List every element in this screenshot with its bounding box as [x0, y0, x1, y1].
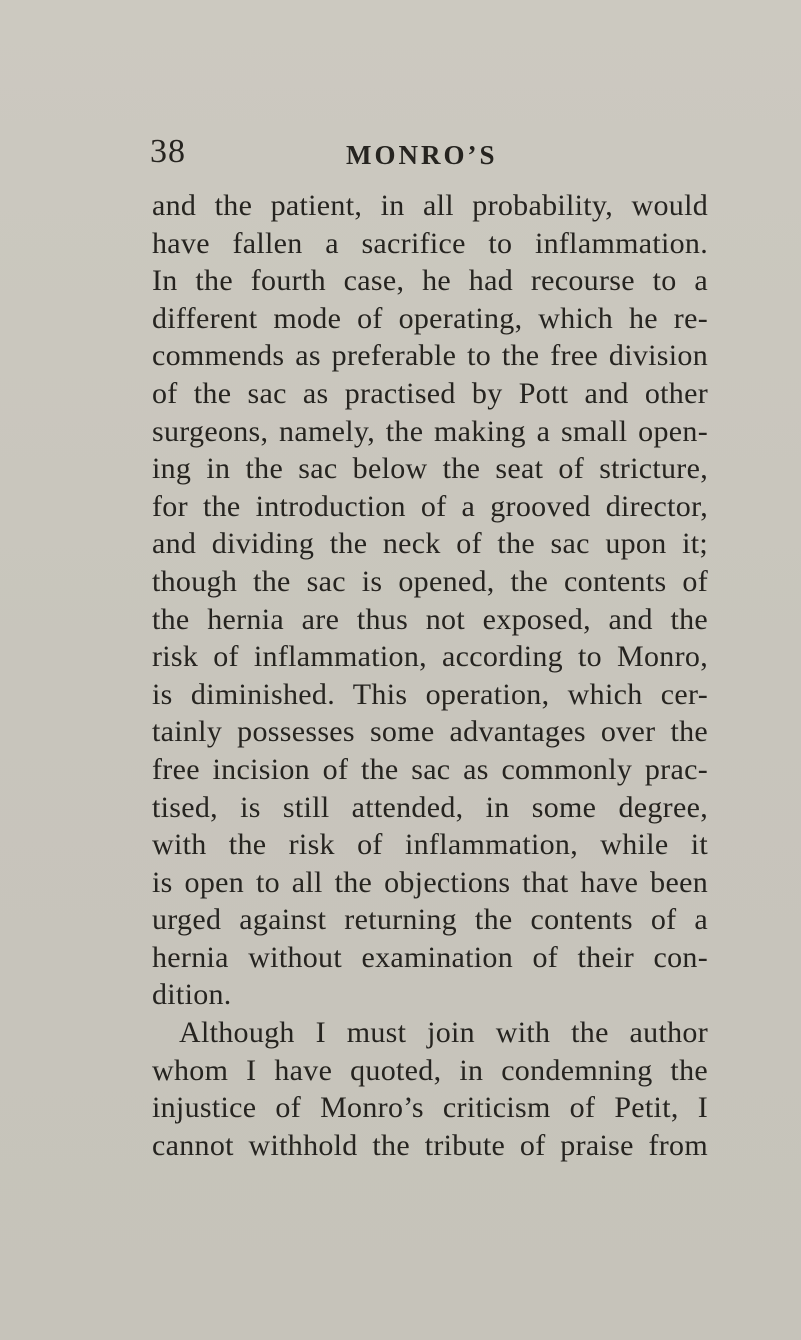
text-line: ing in the sac below the seat of stricture, [152, 452, 708, 486]
running-head: MONRO’S [346, 140, 498, 170]
text-line: is diminished. This operation, which cer- [152, 677, 708, 711]
text-line: surgeons, namely, the making a small open- [152, 414, 708, 448]
text-line: In the fourth case, he had recourse to a [152, 264, 708, 298]
text-line: though the sac is opened, the contents of [152, 564, 708, 598]
text-line: have fallen a sacrifice to inflammation. [152, 226, 708, 260]
text-line: tainly possesses some advantages over the [152, 715, 708, 749]
text-line: urged against returning the contents of a [152, 903, 708, 937]
text-line-paragraph-end: dition. [152, 978, 232, 1012]
page-number: 38 [150, 133, 186, 170]
text-line: hernia without examination of their con- [152, 940, 708, 974]
text-line: is open to all the objections that have been [152, 865, 708, 899]
text-line: whom I have quoted, in condemning the [152, 1053, 708, 1087]
text-line: tised, is still attended, in some degree, [152, 790, 708, 824]
text-line: commends as preferable to the free division [152, 339, 708, 373]
text-line: free incision of the sac as commonly prac- [152, 752, 708, 786]
page-header [150, 132, 710, 172]
text-line: the hernia are thus not exposed, and the [152, 602, 708, 636]
text-line: injustice of Monro’s criticism of Petit, I [152, 1091, 708, 1125]
text-line: risk of inflammation, according to Monro, [152, 640, 708, 674]
body-text [152, 187, 708, 1164]
text-line: with the risk of inflammation, while it [152, 828, 708, 862]
text-line: of the sac as practised by Pott and other [152, 376, 708, 410]
text-line: and the patient, in all probability, would [152, 189, 708, 222]
text-line: different mode of operating, which he re- [152, 301, 708, 335]
text-line-paragraph-start: Although I must join with the author [179, 1016, 708, 1050]
text-line: and dividing the neck of the sac upon it; [152, 527, 708, 561]
text-line: cannot withhold the tribute of praise from [152, 1128, 708, 1162]
text-line: for the introduction of a grooved director, [152, 489, 708, 523]
